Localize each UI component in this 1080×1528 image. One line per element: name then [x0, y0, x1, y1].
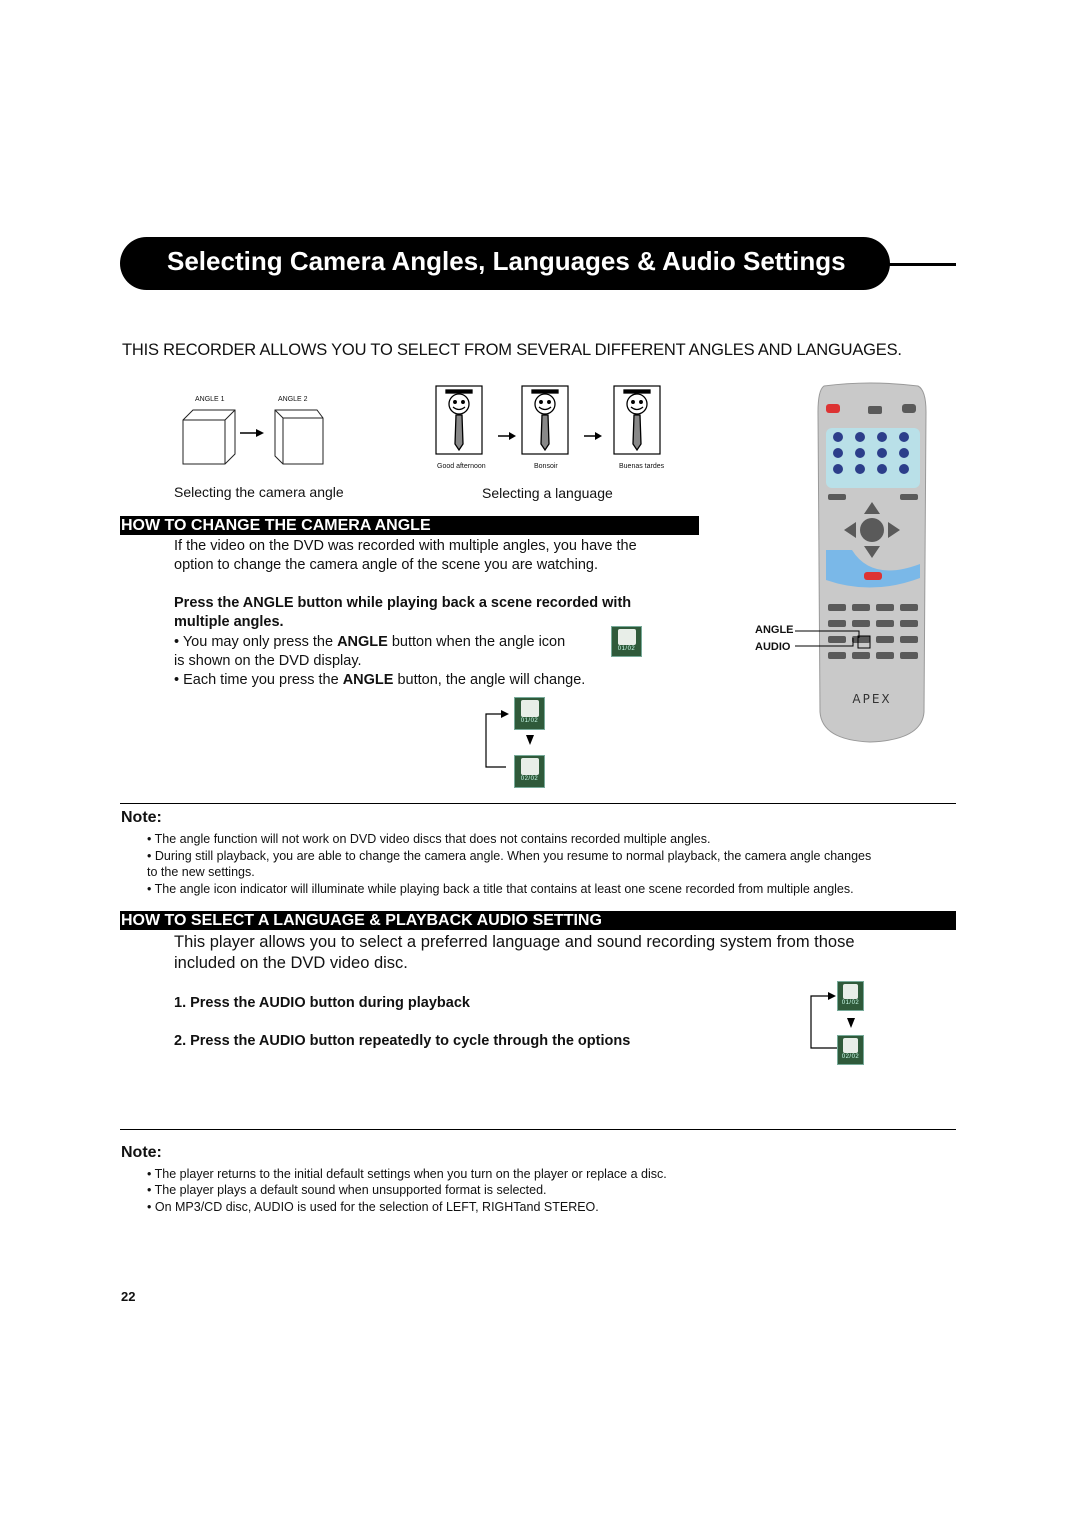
note1-heading: Note:: [121, 809, 162, 826]
camera-p1-line1: If the video on the DVD was recorded with multiple angles, you have the: [174, 538, 637, 554]
camera-press-line2: multiple angles.: [174, 614, 284, 630]
camera-bullet-2: [174, 671, 585, 690]
angle-icon-02: [514, 755, 545, 788]
angle-icon-01: [514, 697, 545, 730]
intro-text: THIS RECORDER ALLOWS YOU TO SELECT FROM SEVERAL DIFFERENT ANGLES AND LANGUAGES.: [122, 341, 902, 359]
language-step-2: 2. Press the AUDIO button repeatedly to cycle through the options: [174, 1033, 631, 1049]
greeting-2: Bonsoir: [534, 463, 558, 470]
note1-rule: [120, 803, 956, 804]
camera-press-line1: Press the ANGLE button while playing back a scene recorded with: [174, 595, 632, 611]
note1-item-1: • The angle function will not work on DVD video discs that does not contains recorded multiple angles.: [147, 832, 711, 846]
audio-icon-01-count: 01/02: [841, 1000, 860, 1006]
note2-rule: [120, 1129, 956, 1130]
language-step-1: 1. Press the AUDIO button during playback: [174, 995, 470, 1011]
remote-leader-lines: [795, 626, 865, 650]
camera-angle-heading: HOW TO CHANGE THE CAMERA ANGLE: [120, 516, 699, 535]
greeting-1: Good afternoon: [437, 463, 486, 470]
language-audio-heading: HOW TO SELECT A LANGUAGE & PLAYBACK AUDIO SETTING: [120, 911, 956, 930]
down-arrow-icon: [525, 733, 535, 747]
angle-2-label: ANGLE 2: [278, 396, 308, 403]
audio-icon-01: [837, 981, 864, 1011]
bullet-2-pre: • Each time you press the: [174, 672, 343, 688]
note2-item-3: • On MP3/CD disc, AUDIO is used for the selection of LEFT, RIGHTand STEREO.: [147, 1200, 599, 1214]
angle-caption: Selecting the camera angle: [174, 484, 344, 500]
bullet-1-pre: • You may only press the: [174, 634, 338, 650]
audio-icon-02-count: 02/02: [841, 1054, 860, 1060]
remote-control-illustration: [812, 382, 932, 746]
language-p-line2: included on the DVD video disc.: [174, 954, 408, 972]
language-p-line1: This player allows you to select a preferred language and sound recording system from those: [174, 933, 855, 951]
audio-icon-02: [837, 1035, 864, 1065]
bullet-1-key: ANGLE: [337, 634, 388, 650]
angle-icon-01-count: 01/02: [520, 718, 539, 724]
note2-item-2: • The player plays a default sound when unsupported format is selected.: [147, 1183, 547, 1197]
language-faces-illustration: [434, 384, 666, 458]
audio-button-label: AUDIO: [755, 641, 791, 653]
bullet-2-post: button, the angle will change.: [393, 672, 586, 688]
note1-item-3: • The angle icon indicator will illuminate while playing back a title that contains at least one scene recorded from multiple angles.: [147, 882, 854, 896]
camera-bullet-1: [174, 633, 565, 652]
camera-bullet-1-line2: is shown on the DVD display.: [174, 653, 362, 669]
note2-item-1: • The player returns to the initial default settings when you turn on the player or replace a disc.: [147, 1167, 667, 1181]
language-caption: Selecting a language: [482, 485, 613, 501]
page-number: 22: [121, 1289, 136, 1304]
down-arrow-icon: [846, 1016, 856, 1030]
note2-heading: Note:: [121, 1144, 162, 1161]
note1-item-2: • During still playback, you are able to change the camera angle. When you resume to normal playback, the camera angle changes: [147, 849, 872, 863]
angle-icon-inline-count: 01/02: [617, 646, 636, 652]
angle-1-label: ANGLE 1: [195, 396, 225, 403]
remote-brand-logo: APEX: [852, 692, 892, 706]
angle-icon-inline: [611, 626, 642, 657]
greeting-3: Buenas tardes: [619, 463, 665, 470]
angle-icon-02-count: 02/02: [520, 776, 539, 782]
angle-button-label: ANGLE: [755, 624, 794, 636]
page-title: Selecting Camera Angles, Languages & Audio Settings: [167, 246, 846, 276]
bullet-2-key: ANGLE: [342, 672, 394, 688]
camera-p1-line2: option to change the camera angle of the scene you are watching.: [174, 557, 599, 573]
angle-cubes-illustration: [180, 408, 330, 470]
title-rule: [888, 263, 956, 266]
bullet-1-post: button when the angle icon: [387, 634, 566, 650]
note1-item-2-cont: to the new settings.: [147, 865, 255, 879]
